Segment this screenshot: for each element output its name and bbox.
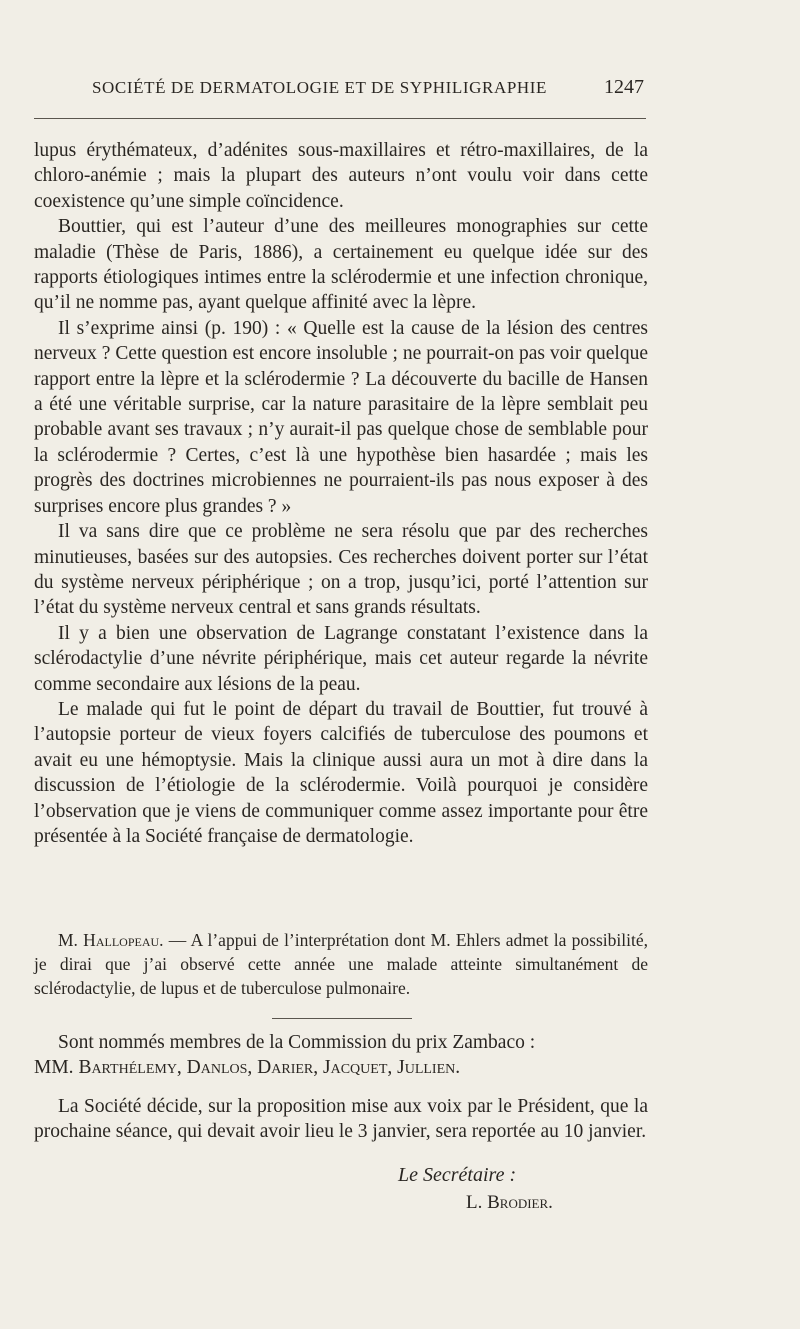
speaker-name: M. Hallopeau.: [58, 930, 164, 950]
commission-line: Sont nommés membres de la Commission du prix Zambaco :: [58, 1032, 536, 1053]
header-rule: [34, 118, 646, 119]
decision-text: La Société décide, sur la proposition mise aux voix par le Président, que la prochaine séance, qui devait avoir lieu le 3 janvier, sera reportée au 10 janvier.: [34, 1096, 648, 1143]
signature: [466, 1192, 553, 1214]
paragraph: Il s’exprime ainsi (p. 190) : « Quelle est la cause de la lésion des centres nerveux ? Cette question est encore insoluble ; ne pourrait-on pas voir quelque rapport entre la lèpre et la sclérodermie ? La découverte du bacille de Hansen a été une véritable surprise, car la nature parasitaire de la lèpre semblait peu probable avant ses travaux ; n’y aurait-il pas quelque chose de semblable pour la sclérodermie ? Certes, c’est là une hypothèse bien hasardée ; mais les progrès des doctrines microbiennes ne pourraient-ils pas nous exposer à des surprises encore plus grandes ? »: [34, 317, 648, 517]
paragraph: Bouttier, qui est l’auteur d’une des meilleures monographies sur cette maladie (Thèse de Paris, 1886), a certainement eu quelque idée sur des rapports étiologiques intimes entre la sclérodermie et une infection chronique, qu’il ne nomme pas, ayant quelque affinité avec la lèpre.: [34, 216, 648, 314]
remark-text: — A l’appui de l’interprétation dont M. Ehlers admet la possibilité, je dirai que j’ai observé cette année une malade atteinte simultanément de sclérodactylie, de lupus et de tuberculose pulmonaire.: [34, 930, 648, 998]
signature-initial: L.: [466, 1192, 488, 1213]
paragraph: Il va sans dire que ce problème ne sera résolu que par des recherches minutieuses, basées sur des autopsies. Ces recherches doivent porter sur l’état du système nerveux périphérique ; on a trop, jusqu’ici, porté l’attention sur l’état du système nerveux central et sans grands résultats.: [34, 521, 648, 619]
paragraph: Le malade qui fut le point de départ du travail de Bouttier, fut trouvé à l’autopsie porteur de vieux foyers calcifiés de tuberculose des poumons et avait eu une hémoptysie. Mais la clinique aussi aura un mot à dire dans la discussion de l’étiologie de la sclérodermie. Voilà pourquoi je considère l’observation que je viens de communiquer comme assez importante pour être présentée à la Société française de dermatologie.: [34, 698, 648, 847]
main-text: [34, 138, 648, 849]
journal-title: SOCIÉTÉ DE DERMATOLOGIE ET DE SYPHILIGRAPHIE: [92, 78, 548, 97]
paragraph: lupus érythémateux, d’adénites sous-maxillaires et rétro-maxillaires, de la chloro-anémie ; mais la plupart des auteurs n’ont voulu voir dans cette coexistence qu’une simple coïncidence.: [34, 140, 648, 212]
running-header: [92, 76, 644, 99]
commission-members-line: [34, 1055, 648, 1080]
section-divider: [272, 1018, 412, 1019]
hallopeau-remark: [34, 928, 648, 1000]
commission-block: [34, 1030, 648, 1081]
commission-members: Barthélemy, Danlos, Darier, Jacquet, Jullien.: [78, 1057, 461, 1079]
signature-name: Brodier.: [487, 1192, 553, 1213]
page-number: 1247: [604, 76, 644, 98]
members-prefix: MM.: [34, 1057, 79, 1079]
secretary-title: Le Secrétaire :: [398, 1164, 517, 1186]
decision-block: [34, 1094, 648, 1145]
paragraph: Il y a bien une observation de Lagrange constatant l’existence dans la sclérodactylie d’une névrite périphérique, mais cet auteur regarde la névrite comme secondaire aux lésions de la peau.: [34, 622, 648, 695]
